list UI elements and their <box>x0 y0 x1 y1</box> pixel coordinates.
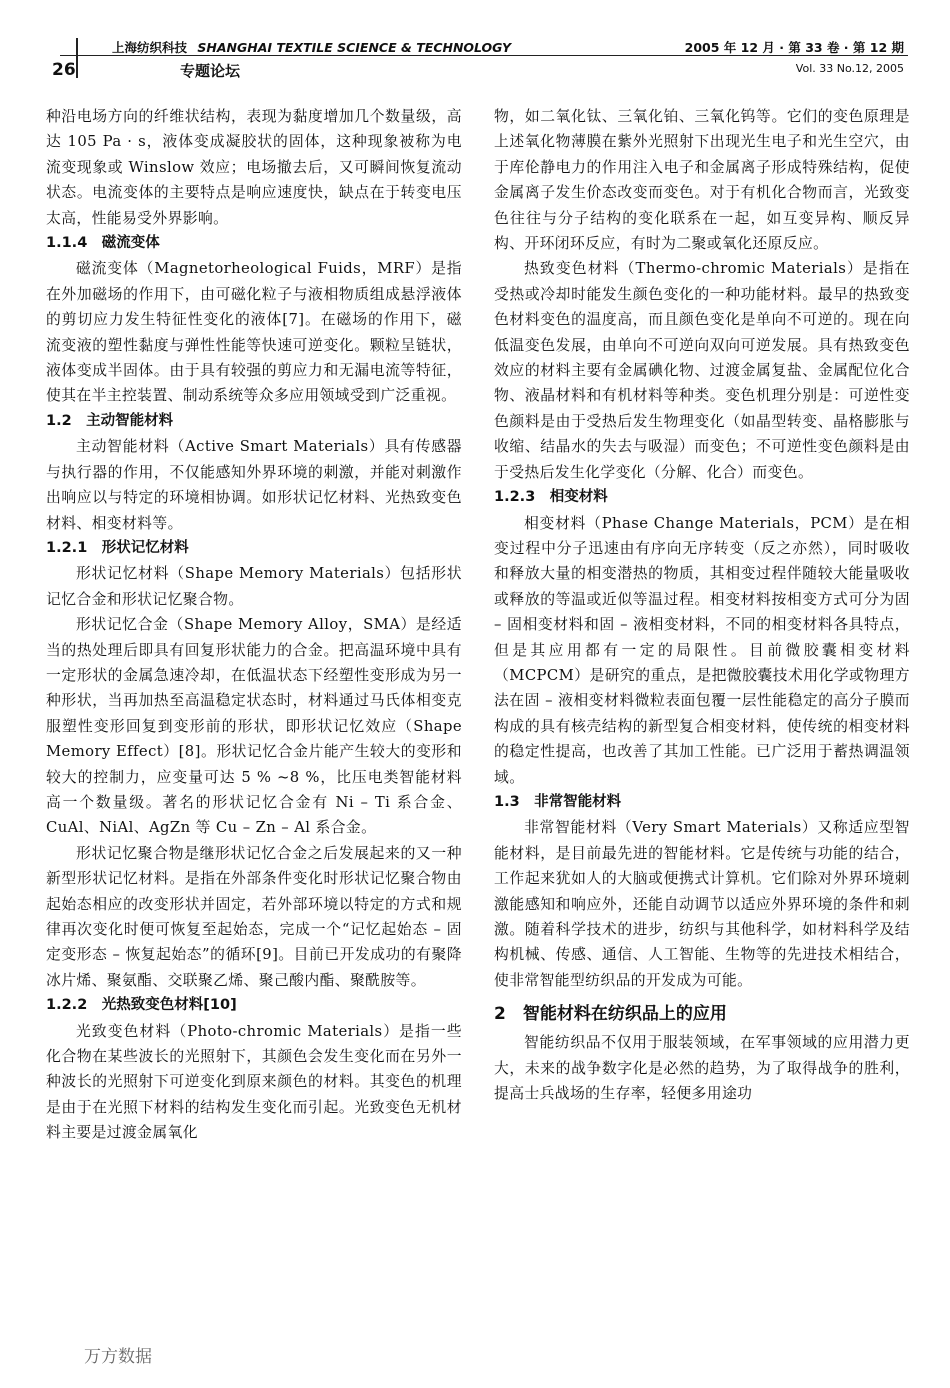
paragraph: 形状记忆合金（Shape Memory Alloy，SMA）是经适当的热处理后即具有回复形状能力的合金。把高温环境中具有一定形状的金属急速冷却，在低温状态下经塑性变形成为另一种形状，当再加热至高温稳定状态时，材料通过马氏体相变克服塑性变形回复到变形前的形状，即形状记忆效应（Shape Memory Effect）[8]。形状记忆合金片能产生较大的变形和较大的控制力，应变量可达 5 % ~8 %，比压电类智能材料高一个数量级。著名的形状记忆合金有 Ni – Ti 系合金、CuAl、NiAl、AgZn 等 Cu – Zn – Al 系合金。 <box>46 616 462 837</box>
header-vertical-rule <box>76 38 78 78</box>
left-column <box>46 104 462 1146</box>
chapter-heading: 2 智能材料在纺织品上的应用 <box>494 1004 727 1025</box>
right-column <box>494 104 910 1106</box>
journal-title-cn: 上海纺织科技 <box>112 40 188 55</box>
paragraph: 主动智能材料（Active Smart Materials）具有传感器与执行器的作用，不仅能感知外界环境的刺激，并能对刺激作出响应以与特定的环境相协调。如形状记忆材料、光热致变色材料、相变材料等。 <box>46 438 462 532</box>
paragraph: 非常智能材料（Very Smart Materials）又称适应型智能材料，是目前最先进的智能材料。它是传统与功能的结合，工作起来犹如人的大脑或便携式计算机。它们除对外界环境刺激能感知和响应外，还能自动调节以适应外界环境的条件和刺激。随着科学技术的进步，纺织与其他科学，如材料科学及结构机械、传感、通信、人工智能、生物等的先进技术相结合，使非常智能型纺织品的开发成为可能。 <box>494 819 910 989</box>
paragraph: 智能纺织品不仅用于服装领域，在军事领域的应用潜力更大，未来的战争数字化是必然的趋势，为了取得战争的胜利，提高士兵战场的生存率，轻便多用途功 <box>494 1034 910 1103</box>
journal-title-en: SHANGHAI TEXTILE SCIENCE & TECHNOLOGY <box>197 40 511 55</box>
page-number: 26 <box>52 60 76 80</box>
section-heading: 1.1.4 磁流变体 <box>46 235 160 252</box>
section-heading: 1.3 非常智能材料 <box>494 793 622 810</box>
issue-info-cn: 2005 年 12 月 · 第 33 卷 · 第 12 期 <box>684 40 904 55</box>
paragraph: 物，如二氧化钛、三氧化铂、三氧化钨等。它们的变色原理是上述氧化物薄膜在紫外光照射下出现光生电子和光生空穴，由于库伦静电力的作用注入电子和金属离子形成特殊结构，促使金属离子发生价态改变而变色。对于有机化合物而言，光致变色往往与分子结构的变化联系在一起，如互变异构、顺反异构、开环闭环反应，有时为二聚或氧化还原反应。 <box>494 108 910 253</box>
section-heading: 1.2.1 形状记忆材料 <box>46 539 189 556</box>
paragraph: 磁流变体（Magnetorheological Fuids，MRF）是指在外加磁场的作用下，由可磁化粒子与液相物质组成悬浮液体的剪切应力发生特征性变化的液体[7]。在磁场的作用下，磁流变液的塑性黏度与弹性性能等快速可逆变化。颗粒呈链状，液体变成半固体。由于具有较强的剪应力和无漏电流等特征，使其在半主控装置、制动系统等众多应用领域受到广泛重视。 <box>46 260 462 405</box>
issue-info-en: Vol. 33 No.12, 2005 <box>795 62 904 75</box>
paragraph: 种沿电场方向的纤维状结构，表现为黏度增加几个数量级，高达 105 Pa · s，液体变成凝胶状的固体，这种现象被称为电流变现象或 Winslow 效应；电场撤去后，又可瞬间恢复流动状态。电流变体的主要特点是响应速度快，缺点在于转变电压太高，性能易受外界影响。 <box>46 108 462 227</box>
header-rule <box>60 55 908 56</box>
page-header <box>50 38 908 84</box>
paragraph: 形状记忆聚合物是继形状记忆合金之后发展起来的又一种新型形状记忆材料。是指在外部条件变化时形状记忆聚合物由起始态相应的改变形状并固定，若外部环境以特定的方式和规律再次变化时便可恢复至起始态，完成一个“记忆起始态 – 固定变形态 – 恢复起始态”的循环[9]。目前已开发成功的有聚降冰片烯、聚氨酯、交联聚乙烯、聚己酸内酯、聚酰胺等。 <box>46 844 462 989</box>
section-heading: 1.2.3 相变材料 <box>494 489 608 506</box>
section-heading: 1.2 主动智能材料 <box>46 412 174 429</box>
paragraph: 形状记忆材料（Shape Memory Materials）包括形状记忆合金和形状记忆聚合物。 <box>46 565 462 608</box>
paragraph: 相变材料（Phase Change Materials，PCM）是在相变过程中分子迅速由有序向无序转变（反之亦然），同时吸收和释放大量的相变潜热的物质，其相变过程伴随较大能量吸收或释放的等温或近似等温过程。相变材料按相变方式可分为固 – 固相变材料和固 – 液相变材料，不同的相变材料各具特点，但是其应用都有一定的局限性。目前微胶囊相变材料（MCPCM）是研究的重点，是把微胶囊技术用化学或物理方法在固 – 液相变材料微粒表面包覆一层性能稳定的高分子膜而构成的具有核壳结构的新型复合相变材料，使传统的相变材料的稳定性提高，也改善了其加工性能。已广泛用于蓄热调温领域。 <box>494 514 910 786</box>
watermark: 万方数据 <box>84 1347 152 1367</box>
section-heading: 1.2.2 光热致变色材料[10] <box>46 997 237 1014</box>
journal-title <box>112 38 511 56</box>
section-title: 专题论坛 <box>180 62 241 80</box>
paragraph: 热致变色材料（Thermo-chromic Materials）是指在受热或冷却时能发生颜色变化的一种功能材料。最早的热致变色材料变色的温度高，而且颜色变化是单向不可逆的。现在向低温变色发展，由单向不可逆向双向可逆发展。具有热致变色效应的材料主要有金属碘化物、过渡金属复盐、金属配位化合物、液晶材料和有机材料等种类。变色机理分别是：可逆性变色颜料是由于受热后发生物理变化（如晶型转变、晶格膨胀与收缩、结晶水的失去与吸湿）而变色；不可逆性变色颜料是由于受热后发生化学变化（分解、化合）而变色。 <box>494 260 910 481</box>
paragraph: 光致变色材料（Photo-chromic Materials）是指一些化合物在某些波长的光照射下，其颜色会发生变化而在另外一种波长的光照射下可逆变化到原来颜色的材料。其变色的机理是由于在光照下材料的结构发生变化而引起。光致变色无机材料主要是过渡金属氧化 <box>46 1022 462 1142</box>
